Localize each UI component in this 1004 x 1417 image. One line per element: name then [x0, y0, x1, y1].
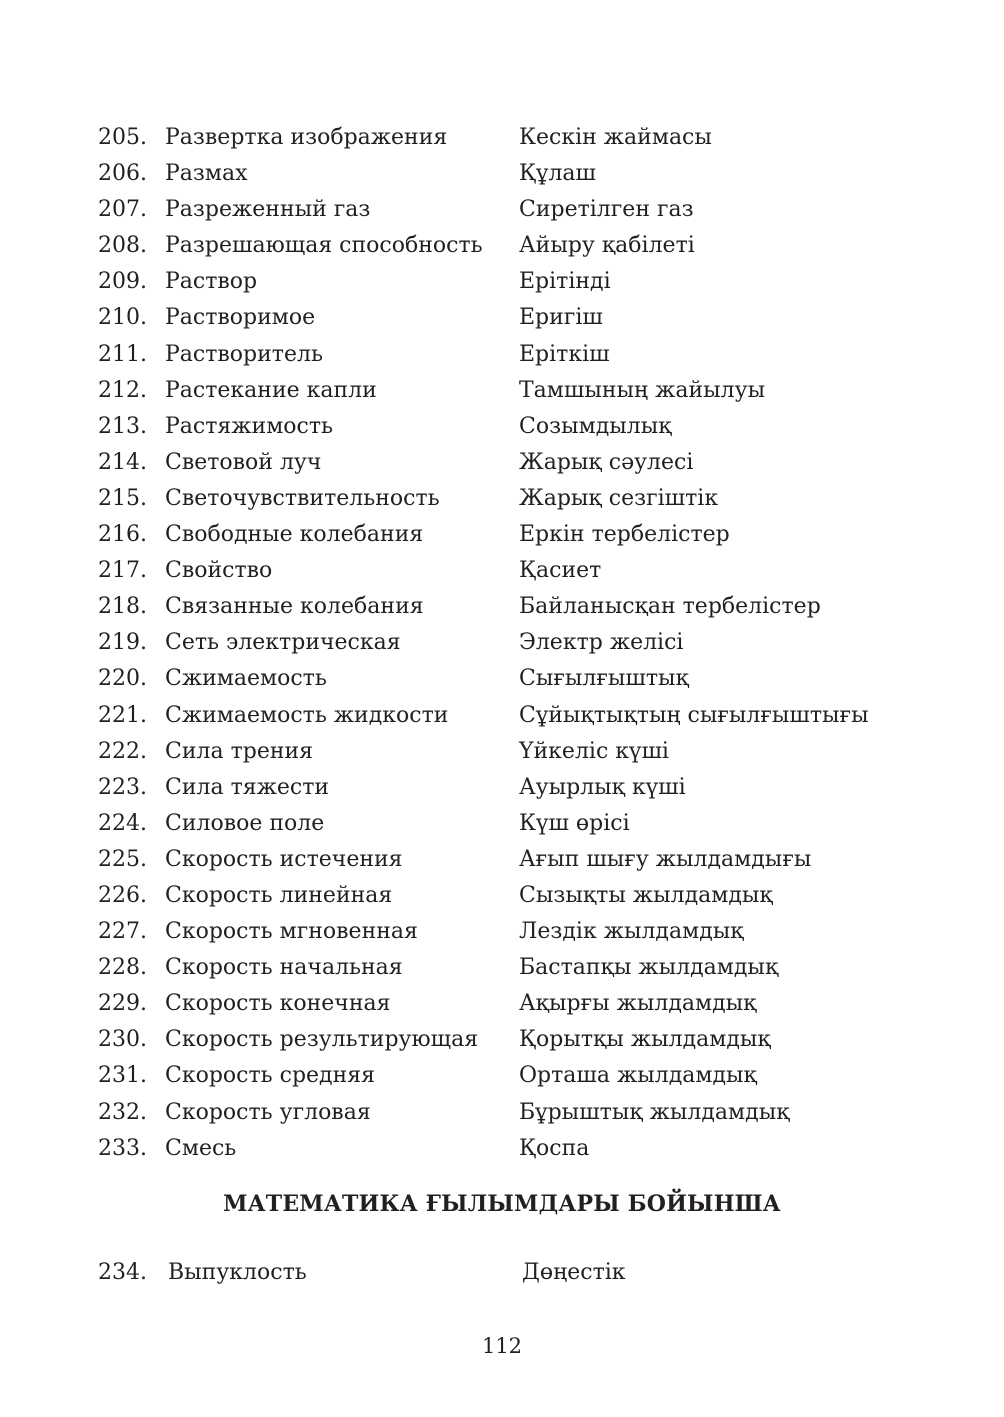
glossary-row [98, 373, 958, 409]
glossary-row [98, 661, 958, 697]
term-kazakh: Сығылғыштық [519, 666, 689, 692]
glossary-row [98, 517, 958, 553]
term-russian: Разреженный газ [165, 197, 371, 223]
glossary-row [98, 770, 958, 806]
term-kazakh: Еригіш [519, 305, 603, 331]
glossary-row [98, 156, 958, 192]
term-russian: Развертка изображения [165, 125, 448, 150]
term-kazakh: Қоспа [519, 1135, 590, 1161]
glossary-row [98, 337, 958, 373]
term-russian: Сила тяжести [165, 774, 330, 800]
glossary-row [98, 842, 958, 878]
term-russian: Скорость истечения [165, 846, 403, 872]
term-kazakh: Бастапқы жылдамдық [519, 955, 779, 981]
term-russian: Выпуклость [168, 1260, 307, 1285]
glossary-row [98, 300, 958, 336]
glossary-row [98, 734, 958, 770]
glossary-row [98, 878, 958, 914]
glossary-row [98, 1058, 958, 1094]
term-number: 227. [98, 919, 147, 945]
term-number: 229. [98, 991, 147, 1017]
term-russian: Смесь [165, 1135, 237, 1161]
glossary-row [98, 264, 958, 300]
term-russian: Свободные колебания [165, 522, 424, 548]
term-russian: Растяжимость [165, 413, 334, 439]
term-kazakh: Қасиет [519, 558, 602, 584]
term-number: 223. [98, 774, 147, 800]
page-number: 112 [481, 1334, 523, 1358]
term-kazakh: Электр желісі [519, 630, 684, 656]
term-number: 230. [98, 1027, 147, 1053]
glossary-row [98, 589, 958, 625]
term-kazakh: Дөңестік [522, 1260, 626, 1285]
term-russian: Скорость начальная [165, 955, 403, 981]
glossary-row [98, 192, 958, 228]
term-russian: Размах [165, 161, 248, 187]
term-kazakh: Жарық сезгіштік [519, 485, 719, 511]
glossary-row [98, 1022, 958, 1058]
term-number: 220. [98, 666, 147, 692]
term-number: 233. [98, 1135, 147, 1161]
term-russian: Растекание капли [165, 377, 377, 403]
term-number: 208. [98, 233, 147, 259]
term-kazakh: Күш өрісі [519, 810, 630, 836]
term-russian: Сеть электрическая [165, 630, 401, 656]
glossary-row [98, 553, 958, 589]
term-number: 222. [98, 738, 147, 764]
term-number: 206. [98, 161, 147, 187]
term-kazakh: Сызықты жылдамдық [519, 882, 773, 908]
term-number: 226. [98, 882, 147, 908]
term-russian: Скорость результирующая [165, 1027, 479, 1053]
term-russian: Скорость конечная [165, 991, 391, 1017]
term-russian: Световой луч [165, 449, 322, 475]
term-kazakh: Тамшының жайылуы [519, 377, 766, 403]
glossary-row [98, 481, 958, 517]
section-heading: МАТЕМАТИКА ҒЫЛЫМДАРЫ БОЙЫНША [223, 1191, 781, 1217]
term-number: 232. [98, 1099, 147, 1125]
glossary-row [98, 120, 958, 156]
term-kazakh: Байланысқан тербелістер [519, 594, 821, 620]
glossary-row [98, 1255, 958, 1291]
glossary-row [98, 625, 958, 661]
term-number: 205. [98, 125, 147, 150]
term-russian: Светочувствительность [165, 485, 440, 511]
term-kazakh: Кескін жаймасы [519, 125, 712, 150]
glossary-row [98, 228, 958, 264]
term-russian: Скорость угловая [165, 1099, 371, 1125]
term-kazakh: Еркін тербелістер [519, 522, 730, 548]
term-russian: Разрешающая способность [165, 233, 483, 259]
term-number: 214. [98, 449, 147, 475]
term-kazakh: Сиретілген газ [519, 197, 694, 223]
term-kazakh: Ауырлық күші [519, 774, 686, 800]
term-russian: Сжимаемость [165, 666, 327, 692]
term-kazakh: Созымдылық [519, 413, 672, 439]
glossary-row [98, 806, 958, 842]
term-russian: Свойство [165, 558, 273, 584]
glossary-row [98, 409, 958, 445]
term-number: 211. [98, 341, 147, 367]
glossary-row [98, 698, 958, 734]
term-russian: Силовое поле [165, 810, 325, 836]
term-russian: Скорость мгновенная [165, 919, 418, 945]
term-russian: Скорость линейная [165, 882, 393, 908]
term-number: 210. [98, 305, 147, 331]
glossary-row [98, 1095, 958, 1131]
glossary-row [98, 986, 958, 1022]
glossary-list [98, 120, 958, 1167]
term-russian: Растворимое [165, 305, 316, 331]
term-number: 228. [98, 955, 147, 981]
term-number: 215. [98, 485, 147, 511]
term-number: 216. [98, 522, 147, 548]
glossary-row [98, 1131, 958, 1167]
term-russian: Связанные колебания [165, 594, 424, 620]
term-number: 213. [98, 413, 147, 439]
term-russian: Сжимаемость жидкости [165, 702, 449, 728]
term-russian: Раствор [165, 269, 258, 295]
term-kazakh: Жарық сәулесі [519, 449, 694, 475]
term-kazakh: Сұйықтықтың сығылғыштығы [519, 702, 869, 728]
term-number: 234. [98, 1260, 147, 1285]
glossary-row [98, 445, 958, 481]
term-russian: Скорость средняя [165, 1063, 376, 1089]
term-kazakh: Бұрыштық жылдамдық [519, 1099, 790, 1125]
term-kazakh: Ақырғы жылдамдық [519, 991, 757, 1017]
term-kazakh: Орташа жылдамдық [519, 1063, 757, 1089]
term-kazakh: Үйкеліс күші [519, 738, 669, 764]
term-kazakh: Құлаш [519, 161, 596, 187]
term-kazakh: Қорытқы жылдамдық [519, 1027, 771, 1053]
term-number: 225. [98, 846, 147, 872]
glossary-row [98, 914, 958, 950]
term-number: 207. [98, 197, 147, 223]
term-kazakh: Ерітінді [519, 269, 611, 295]
term-number: 209. [98, 269, 147, 295]
term-kazakh: Айыру қабілеті [519, 233, 695, 259]
glossary-row [98, 950, 958, 986]
term-number: 218. [98, 594, 147, 620]
term-russian: Растворитель [165, 341, 323, 367]
term-kazakh: Лездік жылдамдық [519, 919, 744, 945]
term-kazakh: Ағып шығу жылдамдығы [519, 846, 812, 872]
term-russian: Сила трения [165, 738, 314, 764]
term-number: 219. [98, 630, 147, 656]
term-number: 221. [98, 702, 147, 728]
term-number: 212. [98, 377, 147, 403]
term-number: 217. [98, 558, 147, 584]
term-kazakh: Еріткіш [519, 341, 610, 367]
term-number: 231. [98, 1063, 147, 1089]
term-number: 224. [98, 810, 147, 836]
